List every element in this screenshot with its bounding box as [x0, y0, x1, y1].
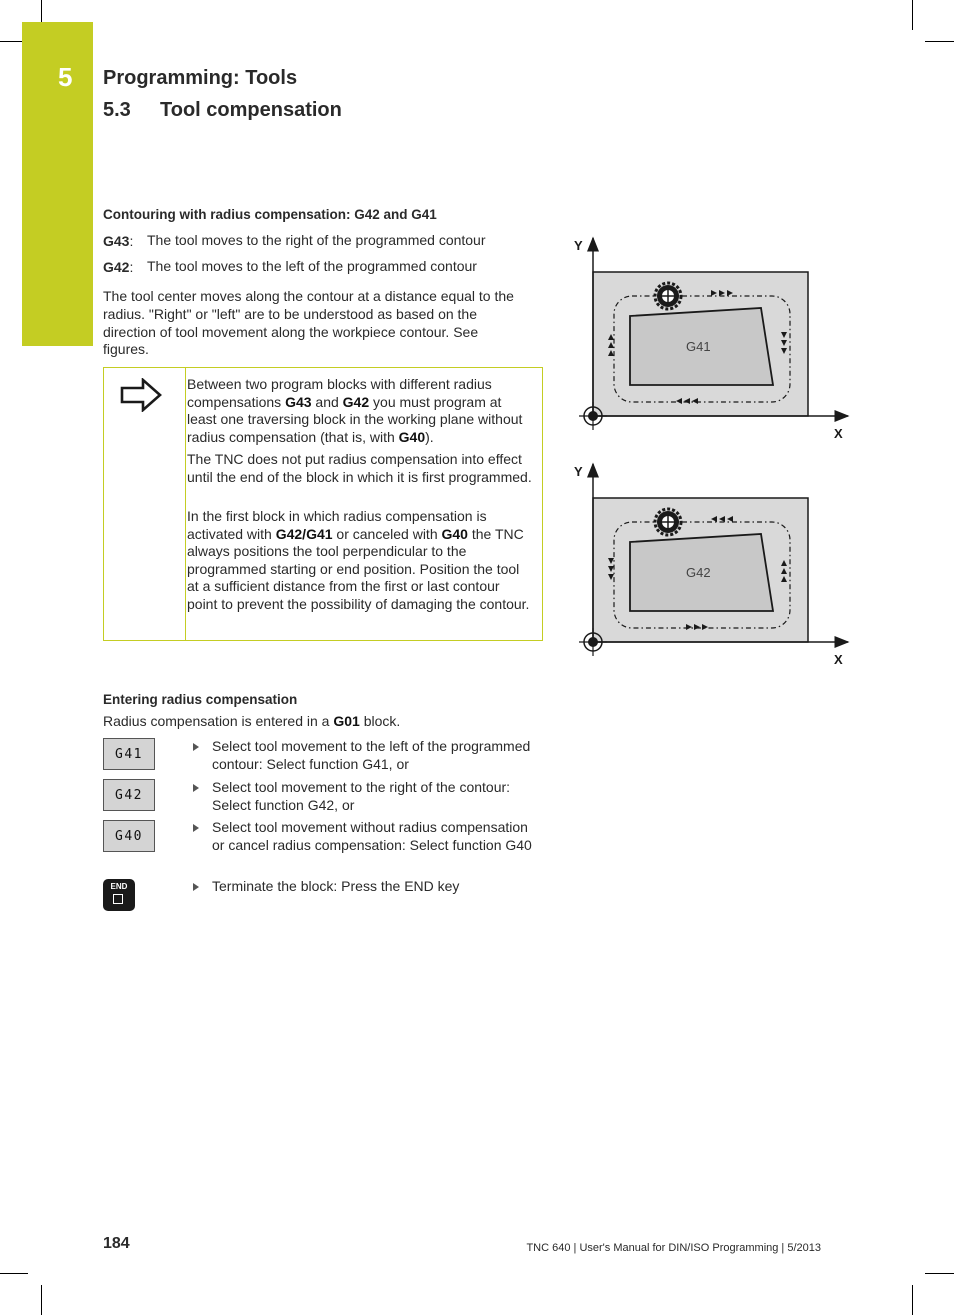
section-name: Tool compensation	[160, 99, 342, 121]
entering-heading: Entering radius compensation	[103, 692, 298, 707]
g40-key[interactable]: G40	[103, 820, 155, 852]
page-number: 184	[103, 1235, 130, 1252]
contouring-heading: Contouring with radius compensation: G42 and G41	[103, 207, 437, 222]
figure-g42	[570, 458, 860, 670]
chapter-number: 5	[58, 62, 73, 92]
chapter-title: Programming: Tools	[103, 67, 298, 89]
bullet-triangle-icon	[193, 824, 199, 832]
note-paragraph-3: In the first block in which radius compensation is activated with G42/G41 or canceled with G40 the TNC always positions the tool perpendicular to the programmed starting or end position. Position the tool at a sufficient distance from the first or last contour point to prevent the possibility of damaging the contour.	[187, 508, 530, 612]
step-g42-text: Select tool movement to the right of the contour: Select function G42, or	[212, 779, 511, 813]
def-term-g42: G42:	[103, 259, 134, 275]
crop-mark	[41, 0, 42, 22]
crop-mark	[0, 41, 22, 42]
y-axis-label: Y	[574, 464, 583, 479]
g42-label: G42	[686, 565, 711, 580]
step-g40-text: Select tool movement without radius compensation or cancel radius compensation: Select function G40	[212, 819, 532, 853]
bullet-triangle-icon	[193, 784, 199, 792]
crop-mark	[912, 1285, 913, 1315]
g41-label: G41	[686, 339, 711, 354]
y-axis-label: Y	[574, 238, 583, 253]
crop-mark	[41, 1285, 42, 1315]
g42-key[interactable]: G42	[103, 779, 155, 811]
def-term-g43: G43:	[103, 233, 134, 249]
cutter-icon	[655, 283, 681, 309]
crop-mark	[912, 0, 913, 30]
end-square-icon	[113, 894, 123, 904]
note-box	[103, 367, 543, 641]
bullet-triangle-icon	[193, 743, 199, 751]
end-key[interactable]: END	[103, 879, 135, 911]
note-separator	[185, 368, 186, 640]
contouring-paragraph: The tool center moves along the contour at a distance equal to the radius. "Right" or "left" are to be understood as based on the direction of tool movement along the workpiece contour. See figures.	[103, 288, 514, 358]
section-title	[103, 99, 342, 122]
x-axis-label: X	[834, 652, 843, 667]
def-desc-g43: The tool moves to the right of the programmed contour	[147, 232, 486, 248]
crop-mark	[0, 1273, 28, 1274]
crop-mark	[925, 1273, 954, 1274]
section-number: 5.3	[103, 99, 131, 121]
footer-text: TNC 640 | User's Manual for DIN/ISO Programming | 5/2013	[526, 1242, 821, 1254]
note-paragraph-2: The TNC does not put radius compensation into effect until the end of the block in which it is first programmed.	[187, 451, 532, 485]
crop-mark	[925, 41, 954, 42]
g41-key[interactable]: G41	[103, 738, 155, 770]
step-g41-text: Select tool movement to the left of the programmed contour: Select function G41, or	[212, 738, 531, 772]
def-desc-g42: The tool moves to the left of the programmed contour	[147, 258, 477, 274]
figure-g41	[570, 232, 860, 444]
note-arrow-icon	[119, 378, 163, 412]
cutter-icon	[655, 509, 681, 535]
note-paragraph-1: Between two program blocks with different radius compensations G43 and G42 you must program at least one traversing block in the working plane without radius compensation (that is, with G40).	[187, 376, 523, 445]
step-end-text: Terminate the block: Press the END key	[212, 878, 460, 894]
entering-intro: Radius compensation is entered in a G01 block.	[103, 713, 401, 729]
bullet-triangle-icon	[193, 883, 199, 891]
x-axis-label: X	[834, 426, 843, 441]
